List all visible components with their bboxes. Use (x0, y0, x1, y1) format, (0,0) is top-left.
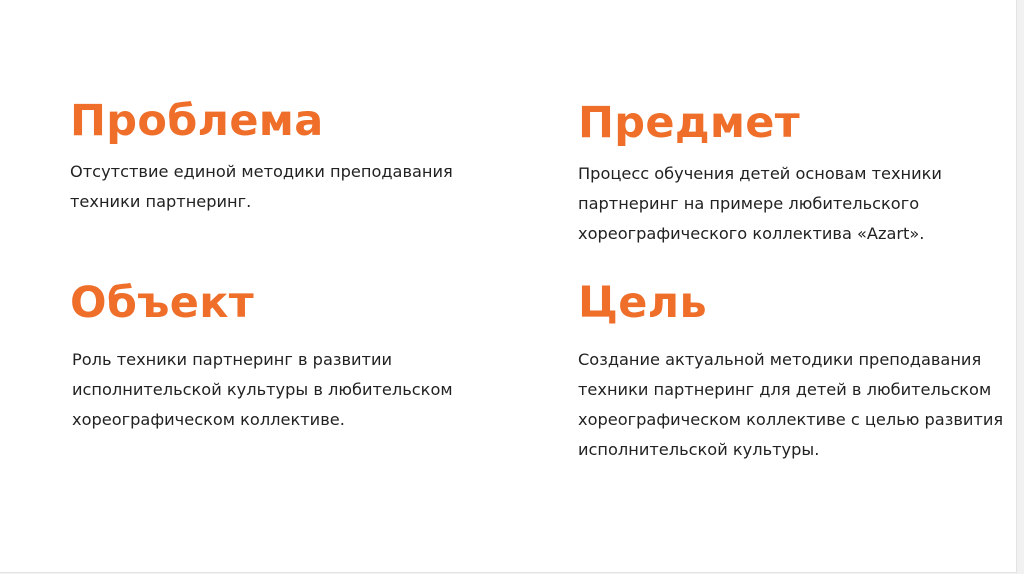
subject-text: Процесс обучения детей основам техники партнеринг на примере любительского хореографического коллектива «Azart». (578, 164, 942, 243)
goal-heading: Цель (578, 278, 707, 328)
object-heading: Объект (70, 278, 254, 328)
object-block (70, 277, 492, 435)
goal-text: Создание актуальной методики преподавания техники партнеринг для детей в любительском хореографическом коллективе с целью развития исполнительской культуры. (578, 350, 1004, 459)
problem-heading: Проблема (70, 96, 324, 146)
goal-block (578, 277, 1016, 465)
problem-text: Отсутствие единой методики преподавания техники партнеринг. (70, 162, 453, 211)
subject-heading: Предмет (578, 98, 800, 148)
subject-block (578, 97, 998, 249)
problem-block (70, 95, 490, 217)
object-text: Роль техники партнеринг в развитии исполнительской культуры в любительском хореографическом коллективе. (72, 350, 453, 429)
